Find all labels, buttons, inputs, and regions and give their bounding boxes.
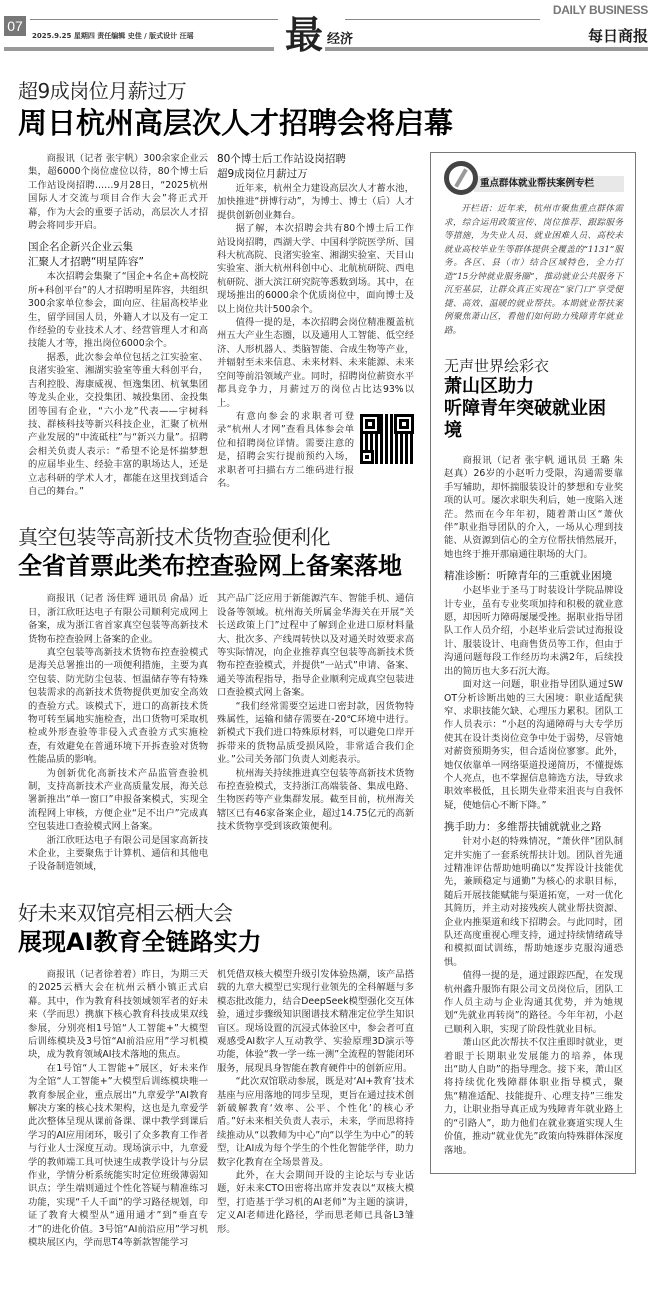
compass-icon [444,161,478,195]
article1 [18,152,414,498]
paragraph: 机凭借双核大模型升级引发体验热潮，该产品搭载的九章大模型已实现行业领先的全科解题与多模态批改能力，结合DeepSeek模型强化交互体验，通过步骤级知识图谱技术精准定位学生知识盲区。现场设置的沉浸式体验区中，参会者可直观感受AI数字人互动教学、实验原理3D演示等功能，体验“教一学一练一测”全流程的智能闭环服务，展现具身智能在教育硬件中的创新应用。 [217,968,414,1074]
sidebar-headline-line2: 听障青年突破就业困境 [444,398,606,441]
paragraph: 本次招聘会集聚了“国企+名企+高校院所+科创平台”的人才招聘明星阵容，共组织300余家单位参会，面向应、往届高校毕业生，留学回国人员，外籍人才以及有一定工作经验的专业技术人才、经营管理人才和高技能人才等，推出岗位6000余个。 [28,271,208,350]
subheading: 国企名企新兴企业云集 [28,241,133,254]
column-intro: 开栏语：近年来，杭州市聚焦重点群体需求，综合运用政策宣传、岗位推荐、跟踪服务等措施，为失业人员、就业困难人员、高校未就业高校毕业生等群体提供全覆盖的“1131”服务。各区、县（市）结合区域特色，全力打造“15分钟就业服务圈”，推动就业公共服务下沉至基层，让群众真正实现在“家门口”享受便捷、高效、温暖的就业帮扶。本期就业帮扶案例聚焦萧山区，看他们如何助力残障青年就业路。 [444,204,623,336]
column-title: 重点群体就业帮扶案例专栏 [474,176,624,192]
dateline: 2025.9.25 星期四 责任编辑 史佳 / 版式设计 汪瑶 [32,32,194,40]
article3 [18,900,414,1250]
paragraph: 其产品广泛应用于新能源汽车、智能手机、通信设备等领域。杭州海关所属金华海关在开展“关长送政策上门”过程中了解到企业进口原材料量大、批次多、产线周转快以及对通关时效要求高等实际情况，向企业推荐真空包装等高新技术货物布控查验模式，并提供“一站式”申请、备案、通关等流程指导，指导企业顺利完成真空包装进口查验模式网上备案。 [217,593,414,699]
article2 [18,524,414,874]
employment-column-box [430,152,636,1174]
paragraph: 在1号馆“人工智能+”展区，好未来作为全馆“人工智能+”大模型后训练模块唯一教育参展企业，重点展出“九章爱学”AI教育解决方案的核心技术架构，这也是九章爱学此次整体呈现从课前备课、课中教学到课后学习的AI应用闭环，吸引了众多教育工作者与行业人士深度互动。现场演示中，九章爱学的教师端工具可快速生成教学设计与分层作业，学情分析系统能实时定位班级薄弱知识点；学生端则通过个性化答疑与精准练习功能，实现“千人千面”的学习路径规划，印证了教育大模型从“通用通才”到“垂直专才”的进化价值。3号馆“AI前沿应用”学习机模块展区内，学而思T4等新款智能学习 [28,1062,208,1248]
sidebar-headline [444,376,623,442]
sidebar-headline-line1: 萧山区助力 [444,376,534,397]
sidebar-kicker: 无声世界绘彩衣 [444,357,550,375]
paragraph: “我们经常需要空运进口密封款，因货物特殊属性，运输和储存需要在-20℃环境中进行。新模式下我们进口特殊原材料，可以避免口岸开拆带来的货物品质受损风险，非常适合我们企业。”公司关务部门负责人刘彪表示。 [217,700,414,766]
article3-headline: 展现AI教育全链路实力 [18,927,262,956]
paragraph: 商报讯（记者 张宇帆 通讯员 王璐 朱赵真）26岁的小赵听力受限，沟通需要靠手写辅助，却怀揣服装设计的梦想和专业奖项的认可。屡次求职失利后，她一度陷入迷茫。然而在今年年初，随着萧山区“萧伙伴”职业指导团队的介入，一场从心理到技能、从资源到信心的全方位帮扶悄然展开，她也终于推开那扇通往职场的大门。 [444,455,623,560]
paragraph: 有意向参会的求职者可登录“杭州人才网”查看具体参会单位和招聘岗位详情。需要注意的是，招聘会实行提前预约入场，求职者可扫描右方二维码进行报名。 [217,410,354,489]
paragraph: 浙江欣旺达电子有限公司是国家高新技术企业，主要聚焦于计算机、通信和其他电子设备制造领域， [28,834,208,873]
paragraph: 商报讯（记者徐着着）昨日，为期三天的2025云栖大会在杭州云栖小镇正式启幕。其中，作为教育科技领域领军者的好未来（学而思）携旗下核心教育科技成果双线参展，分别亮相1号馆“人工智能+”大模型后训练模块及3号馆“AI前沿应用”学习机模块，成为教育领域AI技术落地的焦点。 [28,968,208,1061]
article1-column-2 [217,152,414,498]
paragraph: “此次双馆联动参展，既是对‘AI+教育’技术基座与应用落地的同步呈现，更旨在通过技术创新破解教育‘效率、公平、个性化’的核心矛盾。”好未来相关负责人表示，未来，学而思将持续推动从“以教师为中心”向“以学生为中心”的转型，让AI成为每个学生的个性化智能学伴，助力数字化教育在全场景普及。 [217,1076,414,1168]
paragraph: 据悉，此次参会单位包括之江实验室、良渚实验室、湘湖实验室等重大科创平台，吉利控股、海康威视、恒逸集团、杭氧集团等龙头企业，交投集团、城投集团、金投集团等国有企业，“六小龙”代表——宇树科技、群核科技等新兴科技企业，汇聚了杭州产业发展的“中流砥柱”与“新兴力量”。招聘会相关负责人表示：“希望不论是怀揣梦想的应届毕业生、经验丰富的职场达人，还是立志科研的学术人才，都能在这里找到适合自己的舞台。” [28,351,208,497]
article1-headline: 周日杭州高层次人才招聘会将启幕 [18,106,454,140]
subheading: 精准诊断：听障青年的三重就业困境 [444,570,612,583]
article1-header [0,60,652,142]
paragraph: 面对这一问题，职业指导团队通过SWOT分析诊断出她的三大困境：职业适配狭窄、求职技能欠缺、心理压力累积。团队工作人员表示：“小赵的沟通障碍与大专学历使其在设计类岗位竞争中处于弱势，尽管她对薪资预期务实，但合适岗位寥寥。此外，她仅依靠单一网络渠道投递简历，不懂提炼个人亮点，也不掌握信息筛选方法，导致求职效率极低，且长期失业带来沮丧与自我怀疑，使她信心不断下降。” [444,679,623,811]
paragraph: 值得一提的是，通过跟踪匹配，在发现杭州鑫升服饰有限公司文员岗位后，团队工作人员主动与企业沟通其优势，并为她规划“先就业再转岗”的路径。今年年初，小赵已顺利入职，实现了阶段性就业目标。 [444,970,623,1035]
article2-column-2 [217,592,414,874]
article1-kicker: 超9成岗位月薪过万 [18,79,187,103]
paragraph: 真空包装等高新技术货物布控查验模式是海关总署推出的一项便利措施，主要为真空包装、防光防尘包装、恒温储存等有特殊包装需求的高新技术货物提供更加安全高效的查验方式。该模式下，进口的高新技术货物可转至属地实施检查，出口货物可采取机检或外形查验等非侵入式查验方式实施检查，有效避免在普通环境下开拆查验对货物性能品质的影响。 [28,646,208,766]
subheading: 携手助力：多维帮扶铺就就业之路 [444,821,602,834]
paragraph: 近年来，杭州全力建设高层次人才蓄水池，加快推进“拼博行动”，为博士、博士（后）人才提供创新创业舞台。 [217,183,414,221]
sidebar-body [444,454,623,1157]
divider [345,19,540,20]
divider [4,47,274,51]
section-logo: 最 [285,12,324,57]
article2-headline: 全省首票此类布控查验网上备案落地 [18,552,402,581]
article3-kicker: 好未来双馆亮相云栖大会 [18,900,233,925]
paragraph: 商报讯（记者 汤佳辉 通讯员 俞晶）近日，浙江欣旺达电子有限公司顺利完成网上备案，成为浙江省首家真空包装等高新技术货物布控查验网上备案的企业。 [28,593,208,645]
masthead [0,0,652,60]
subheading: 80个博士后工作站设岗招聘 [217,153,346,165]
subheading: 超9成岗位月薪过万 [217,168,308,180]
brand-english: DAILY BUSINESS [552,3,648,17]
paragraph: 萧山区此次帮扶不仅注重即时就业，更着眼于长期职业发展能力的培养，体现出“助人自助”的指导理念。接下来，萧山区将持续优化残障群体职业指导模式，聚焦“精准适配、技能提升、心理支持”三维发力，让职业指导真正成为残障青年就业路上的“引路人”，助力他们在就业赛道实现人生价值，推动“就业优先”政策向特殊群体深度落地。 [444,1037,623,1156]
section-name: 经济 [327,32,354,47]
qr-code[interactable] [360,414,414,464]
subheading: 汇聚人才招聘“明星阵容” [28,256,144,269]
divider [30,19,278,20]
article2-column-1 [28,592,208,874]
article3-column-1 [28,968,208,1250]
article3-column-2 [217,968,414,1250]
paragraph: 商报讯（记者 张宇帆）300余家企业云集，超6000个岗位虚位以待，80个博士后工作站设岗招聘……9月28日，“2025杭州国际人才交流与项目合作大会”将正式开幕，作为大会的重要子活动，高层次人才招聘会将同步开启。 [28,153,208,232]
paragraph: 小赵毕业于圣马丁时装设计学院品牌设计专业，虽有专业奖项加持和积极的就业意愿，却因听力障碍屡屡受挫。据职业指导团队工作人员介绍，小赵毕业后尝试过海报设计、服装设计、电商售货员等工作，但由于沟通问题每段工作经历均未满2年，后续投出的简历也大多石沉大海。 [444,585,623,677]
paragraph: 此外，在大会期间开设的主论坛与专业话题，好未来CTO田密将出席并发表以“双核大模型，打造基于学习机的AI老师”为主题的演讲，定义AI老师进化路径，学而思老师已具备L3雏形。 [217,1169,414,1235]
article1-column-1 [28,152,208,498]
article2-kicker: 真空包装等高新技术货物查验便利化 [18,525,330,550]
paragraph: 针对小赵的特殊情况，“萧伙伴”团队制定并实施了一套系统帮扶计划。团队首先通过精准评估帮助她明确以“发挥设计技能优先，兼顾稳定与通勤”为核心的求职目标，随后开展技能赋能与渠道拓宽，一对一优化其简历，并主动对接残疾人就业帮扶资源、企业内推渠道和线下招聘会。与此同时，团队还高度重视心理支持，通过持续情绪疏导和模拟面试训练，帮助她逐步克服沟通恐惧。 [444,836,623,968]
paragraph: 为创新优化高新技术产品监管查验机制，支持高新技术产业高质量发展，海关总署新推出“单一窗口”申报备案模式，实现全流程网上审核，方便企业“足不出户”完成真空包装进口查验模式网上备案。 [28,767,208,833]
brand-chinese: 每日商报 [587,27,648,45]
divider [325,47,648,51]
paragraph: 杭州海关持续推进真空包装等高新技术货物布控查验模式，支持浙江高端装备、集成电路、生物医药等产业集群发展。截至目前，杭州海关辖区已有46家备案企业，超过14.75亿元的高新技术货物享受到该政策便利。 [217,767,414,833]
page-number: 07 [4,16,26,36]
paragraph: 值得一提的是，本次招聘会岗位精准覆盖杭州五大产业生态圈，以及通用人工智能、低空经济、人形机器人、类脑智能、合成生物等产业，并辐射至未来信息、未来材料、未来能源、未来空间等前沿领域产业。同时，招聘岗位薪资水平都具竞争力，月薪过万的岗位占比达93%以上。 [217,317,414,409]
paragraph: 据了解，本次招聘会共有80个博士后工作站设岗招聘，西湖大学、中国科学院医学所、国科大杭高院、良渚实验室、湘湖实验室、天目山实验室、浙大杭州科创中心、北航杭研院、西电杭研院、浙大滨江研究院等悉数到场。其中，在现场推出的6000余个优质岗位中，面向博士及以上岗位共计500余个。 [217,223,414,315]
